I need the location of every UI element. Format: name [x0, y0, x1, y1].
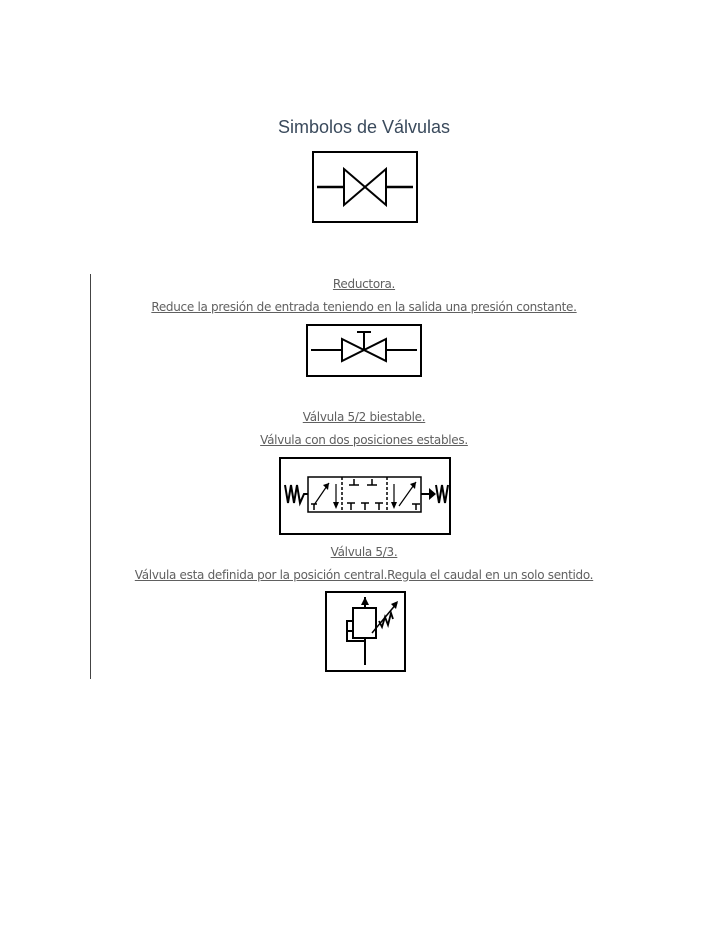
- valve-5-3-description: Válvula esta definida por la posición central.Regula el caudal en un solo sentido.: [134, 568, 594, 582]
- valve-5-3-heading: Válvula 5/3.: [330, 545, 398, 559]
- valve-symbol-image: [312, 151, 418, 223]
- reducing-valve-symbol-image: [306, 324, 422, 377]
- valve-5-2-description: Válvula con dos posiciones estables.: [260, 433, 468, 447]
- reductora-heading: Reductora.: [332, 277, 396, 291]
- reductora-description: Reduce la presión de entrada teniendo en la salida una presión constante.: [151, 300, 577, 314]
- flow-control-valve-symbol-image: [325, 591, 406, 672]
- valve-5-2-heading: Válvula 5/2 biestable.: [302, 410, 426, 424]
- valve-5-2-symbol-image: [279, 457, 451, 535]
- margin-rule: [90, 274, 91, 679]
- page-title: Simbolos de Válvulas: [277, 117, 451, 137]
